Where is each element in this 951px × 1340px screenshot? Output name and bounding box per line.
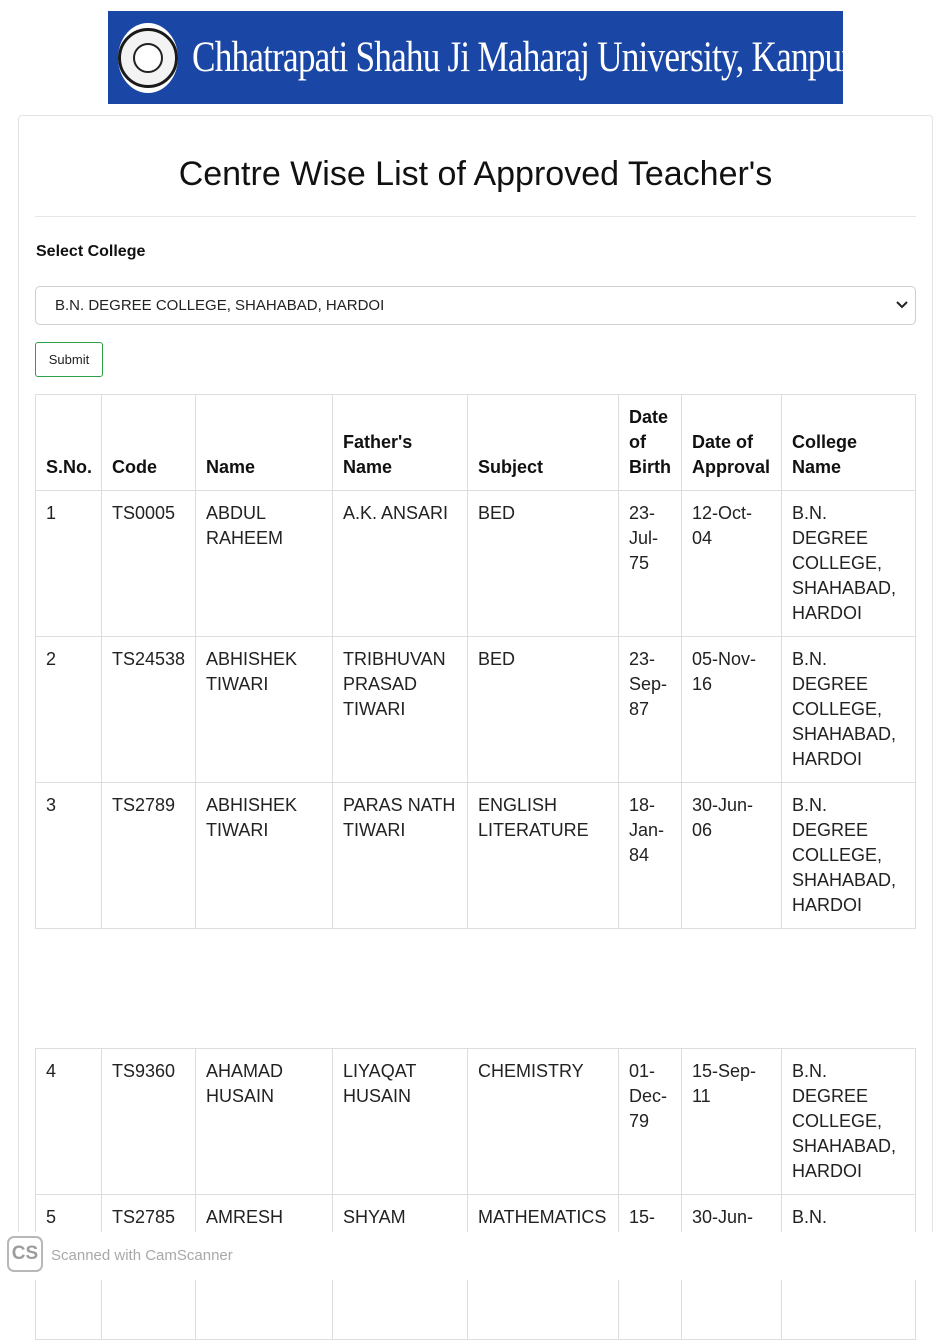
cell-sno: 4 bbox=[36, 1049, 102, 1195]
cell-dob: 01-Dec-79 bbox=[619, 1049, 682, 1195]
page-title: Centre Wise List of Approved Teacher's bbox=[178, 155, 773, 193]
header-fathers-name: Father's Name bbox=[333, 395, 468, 491]
cell-code: TS2789 bbox=[102, 783, 196, 929]
cell-fathers-name: LIYAQAT HUSAIN bbox=[333, 1049, 468, 1195]
teachers-table-continued bbox=[35, 1048, 916, 1340]
scanner-footer bbox=[0, 1232, 951, 1280]
cell-subject: CHEMISTRY bbox=[468, 1049, 619, 1195]
cell-name: ABDUL RAHEEM bbox=[196, 491, 333, 637]
cell-approval: 12-Oct-04 bbox=[682, 491, 782, 637]
cell-sno: 3 bbox=[36, 783, 102, 929]
cell-subject: BED bbox=[468, 491, 619, 637]
cell-dob: 23-Jul-75 bbox=[619, 491, 682, 637]
chevron-down-icon bbox=[895, 297, 909, 311]
teachers-table bbox=[35, 394, 916, 929]
cell-college: B.N. DEGREE COLLEGE, SHAHABAD, HARDOI bbox=[782, 491, 916, 637]
cell-approval: 30-Jun- bbox=[682, 1195, 782, 1340]
table-row bbox=[36, 637, 916, 783]
cell-subject: MATHEMATICS bbox=[468, 1195, 619, 1340]
header-date-of-approval: Date of Approval bbox=[682, 395, 782, 491]
table-row bbox=[36, 1049, 916, 1195]
table-header-row bbox=[36, 395, 916, 491]
university-title: Chhatrapati Shahu Ji Maharaj University, Kanpur bbox=[192, 34, 853, 81]
cell-code: TS9360 bbox=[102, 1049, 196, 1195]
cell-name: ABHISHEK TIWARI bbox=[196, 637, 333, 783]
cell-name: ABHISHEK TIWARI bbox=[196, 783, 333, 929]
cell-sno: 2 bbox=[36, 637, 102, 783]
cell-approval: 30-Jun-06 bbox=[682, 783, 782, 929]
header-sno: S.No. bbox=[36, 395, 102, 491]
header-subject: Subject bbox=[468, 395, 619, 491]
cell-college: B.N. DEGREE COLLEGE, SHAHABAD, HARDOI bbox=[782, 783, 916, 929]
university-seal-icon bbox=[118, 23, 178, 93]
cell-dob: 18-Jan-84 bbox=[619, 783, 682, 929]
cell-name: AHAMAD HUSAIN bbox=[196, 1049, 333, 1195]
cell-college: B.N. bbox=[782, 1195, 916, 1340]
cell-college: B.N. DEGREE COLLEGE, SHAHABAD, HARDOI bbox=[782, 1049, 916, 1195]
header-code: Code bbox=[102, 395, 196, 491]
cell-college: B.N. DEGREE COLLEGE, SHAHABAD, HARDOI bbox=[782, 637, 916, 783]
cell-fathers-name: A.K. ANSARI bbox=[333, 491, 468, 637]
cell-fathers-name: PARAS NATH TIWARI bbox=[333, 783, 468, 929]
cell-approval: 15-Sep-11 bbox=[682, 1049, 782, 1195]
table-row bbox=[36, 783, 916, 929]
cell-approval: 05-Nov-16 bbox=[682, 637, 782, 783]
header-college-name: College Name bbox=[782, 395, 916, 491]
header-name: Name bbox=[196, 395, 333, 491]
camscanner-logo-icon: CS bbox=[7, 1236, 43, 1272]
cell-name: AMRESH bbox=[196, 1195, 333, 1340]
table-row bbox=[36, 491, 916, 637]
cell-dob: 23-Sep-87 bbox=[619, 637, 682, 783]
header-date-of-birth: Date of Birth bbox=[619, 395, 682, 491]
cell-subject: BED bbox=[468, 637, 619, 783]
college-select[interactable] bbox=[35, 286, 916, 325]
cell-code: TS24538 bbox=[102, 637, 196, 783]
university-banner bbox=[108, 11, 853, 104]
cell-fathers-name: SHYAM bbox=[333, 1195, 468, 1340]
cell-sno: 5 bbox=[36, 1195, 102, 1340]
cell-dob: 15- bbox=[619, 1195, 682, 1340]
cell-code: TS2785 bbox=[102, 1195, 196, 1340]
camscanner-watermark: Scanned with CamScanner bbox=[51, 1247, 233, 1264]
cell-subject: ENGLISH LITERATURE bbox=[468, 783, 619, 929]
cell-code: TS0005 bbox=[102, 491, 196, 637]
cell-sno: 1 bbox=[36, 491, 102, 637]
cell-fathers-name: TRIBHUVAN PRASAD TIWARI bbox=[333, 637, 468, 783]
divider bbox=[35, 216, 916, 217]
submit-button[interactable]: Submit bbox=[35, 342, 103, 377]
college-select-value: B.N. DEGREE COLLEGE, SHAHABAD, HARDOI bbox=[55, 297, 385, 314]
select-college-label: Select College bbox=[36, 243, 146, 260]
